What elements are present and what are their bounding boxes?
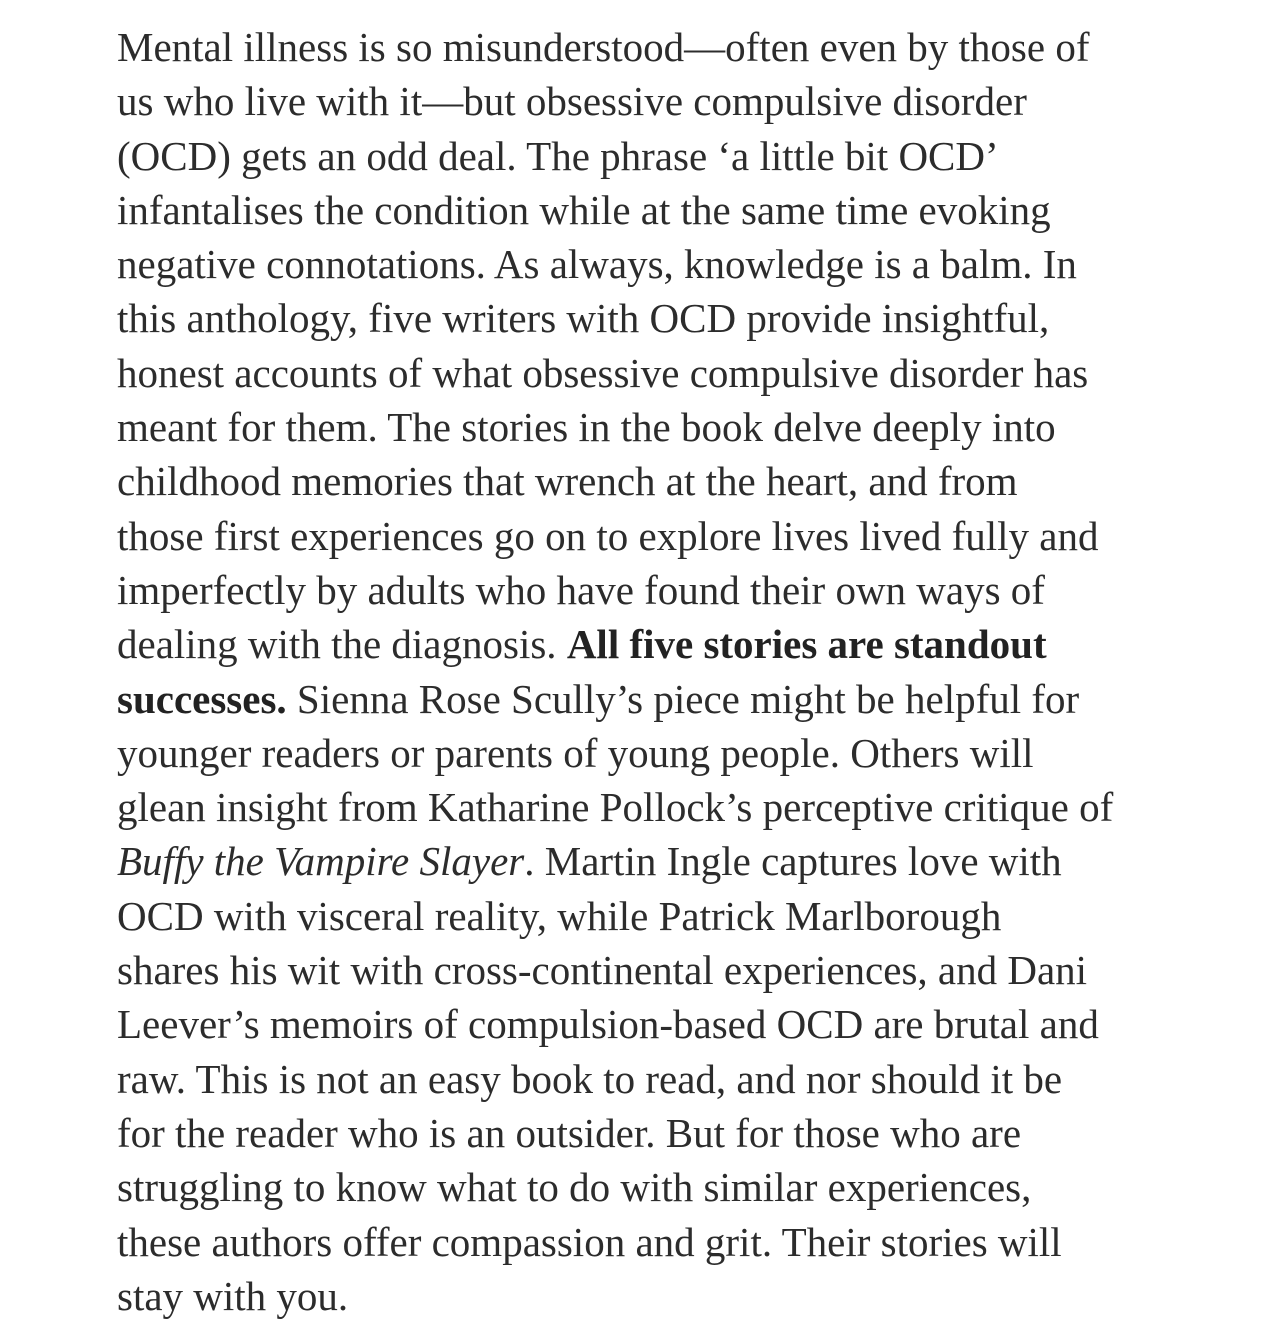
text-line: negative connotations. As always, knowledge is a balm. In (117, 241, 1077, 288)
book-title-italic: Buffy the Vampire Slayer (117, 838, 525, 885)
bold-emphasis: All five stories are standout (566, 621, 1047, 668)
text-line: us who live with it—but obsessive compulsive disorder (117, 78, 1027, 125)
text-line: childhood memories that wrench at the heart, and from (117, 458, 1018, 505)
text-line: these authors offer compassion and grit. Their stories will (117, 1218, 1062, 1265)
text-line: OCD with visceral reality, while Patrick Marlborough (117, 892, 1002, 939)
text-line: shares his wit with cross-continental experiences, and Dani (117, 947, 1088, 994)
text-line: this anthology, five writers with OCD provide insightful, (117, 295, 1050, 342)
text-line: (OCD) gets an odd deal. The phrase ‘a little bit OCD’ (117, 132, 999, 179)
text-line (117, 834, 1237, 888)
text-line (117, 617, 1237, 671)
text-line: stay with you. (117, 1272, 349, 1319)
text-line: glean insight from Katharine Pollock’s perceptive critique of (117, 784, 1114, 831)
text-line: meant for them. The stories in the book delve deeply into (117, 404, 1056, 451)
text-line: those first experiences go on to explore lives lived fully and (117, 512, 1099, 559)
text-segment: . Martin Ingle captures love with (524, 838, 1062, 885)
text-line: Leever’s memoirs of compulsion-based OCD are brutal and (117, 1001, 1099, 1048)
text-line: raw. This is not an easy book to read, and nor should it be (117, 1055, 1063, 1102)
text-line: honest accounts of what obsessive compulsive disorder has (117, 349, 1089, 396)
text-line: Mental illness is so misunderstood—often even by those of (117, 24, 1090, 70)
text-segment: dealing with the diagnosis. (117, 621, 567, 668)
text-line: younger readers or parents of young people. Others will (117, 729, 1034, 776)
review-paragraph (117, 20, 1237, 1323)
text-line: infantalises the condition while at the same time evoking (117, 186, 1051, 233)
text-line: struggling to know what to do with similar experiences, (117, 1164, 1032, 1211)
text-line (117, 672, 1237, 726)
text-line: for the reader who is an outsider. But for those who are (117, 1109, 1022, 1156)
bold-emphasis: successes. (117, 675, 287, 722)
text-line: imperfectly by adults who have found their own ways of (117, 566, 1045, 613)
text-segment: Sienna Rose Scully’s piece might be helpful for (286, 675, 1080, 722)
